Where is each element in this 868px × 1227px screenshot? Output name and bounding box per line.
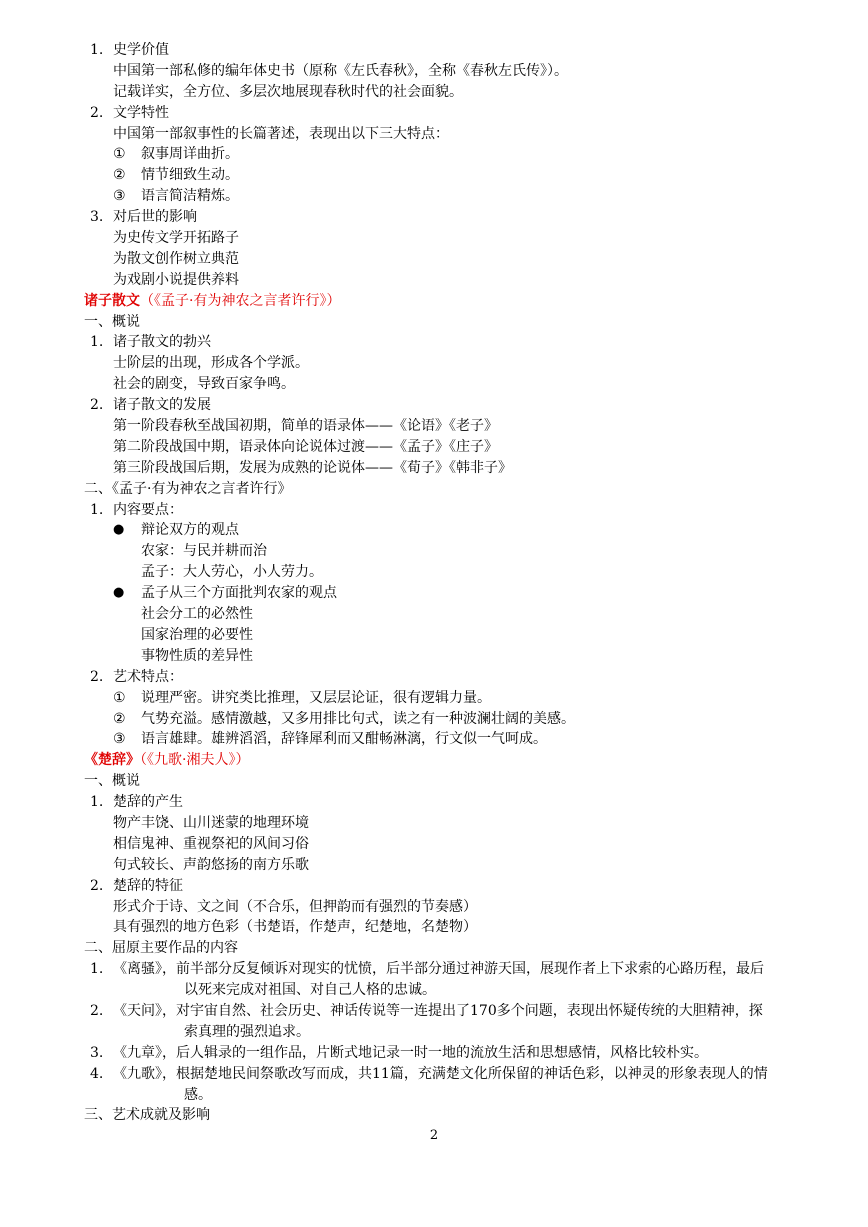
circled-number: ① — [113, 146, 126, 163]
body-text: 士阶层的出现，形成各个学派。 — [113, 355, 309, 372]
text-line — [0, 270, 868, 291]
document-page — [0, 40, 868, 1126]
body-text: 社会的剧变，导致百家争鸣。 — [113, 376, 295, 393]
text-line — [0, 228, 868, 249]
body-text: 以死来完成对祖国、对自己人格的忠诚。 — [184, 982, 436, 999]
body-text: 说理严密。讲究类比推理，又层层论证，很有逻辑力量。 — [141, 689, 491, 706]
body-text: 为史传文学开拓路子 — [113, 230, 239, 247]
subsection-text: 一、概说 — [84, 773, 140, 790]
body-text: 《九章》，后人辑录的一组作品，片断式地记录一时一地的流放生活和思想感情，风格比较朴实。 — [113, 1044, 708, 1061]
body-text: 具有强烈的地方色彩（书楚语，作楚声，纪楚地，名楚物） — [113, 919, 477, 936]
subsection-text: 二、《孟子·有为神农之言者许行》 — [84, 480, 292, 497]
text-line — [0, 124, 868, 145]
text-line — [0, 1022, 868, 1043]
body-text: 国家治理的必要性 — [141, 626, 253, 643]
section-heading — [0, 291, 868, 312]
body-text: 为戏剧小说提供养料 — [113, 271, 239, 288]
body-text: 叙事周详曲折。 — [141, 146, 239, 163]
list-item — [0, 144, 868, 165]
circled-number: ③ — [113, 188, 126, 205]
item-title: 诸子散文的勃兴 — [113, 334, 211, 351]
item-title: 对后世的影响 — [113, 209, 197, 226]
text-line — [0, 562, 868, 583]
text-line — [0, 249, 868, 270]
subsection-title — [0, 1105, 868, 1126]
subsection-title — [0, 771, 868, 792]
subsection-text: 一、概说 — [84, 313, 140, 330]
list-item — [0, 1064, 868, 1085]
bullet-icon: ● — [113, 585, 125, 601]
item-number: 2. — [90, 104, 104, 121]
text-line — [0, 855, 868, 876]
body-text: 记载详实，全方位、多层次地展现春秋时代的社会面貌。 — [113, 83, 463, 100]
item-number: 2. — [90, 877, 104, 894]
heading-title: 《楚辞》 — [84, 752, 140, 769]
list-item — [0, 395, 868, 416]
body-text: 孟子从三个方面批判农家的观点 — [141, 585, 337, 602]
list-item — [0, 40, 868, 61]
item-number: 1. — [90, 42, 104, 58]
body-text: 索真理的强烈追求。 — [184, 1023, 310, 1040]
section-heading — [0, 750, 868, 771]
list-item — [0, 792, 868, 813]
item-number: 3. — [90, 1044, 104, 1061]
body-text: 农家：与民并耕而治 — [141, 543, 267, 560]
text-line — [0, 834, 868, 855]
body-text: 社会分工的必然性 — [141, 606, 253, 623]
text-line — [0, 82, 868, 103]
item-number: 2. — [90, 397, 104, 414]
item-number: 2. — [90, 1002, 104, 1019]
text-line — [0, 458, 868, 479]
body-text: 辩论双方的观点 — [141, 522, 239, 539]
list-item — [0, 959, 868, 980]
body-text: 语言雄肆。雄辨滔滔，辞锋犀利而又酣畅淋漓，行文似一气呵成。 — [141, 731, 547, 748]
subsection-text: 三、艺术成就及影响 — [84, 1107, 210, 1124]
list-item — [0, 709, 868, 730]
item-title: 文学特性 — [113, 104, 169, 121]
body-text: 《九歌》，根据楚地民间祭歌改写而成，共11篇，充满楚文化所保留的神话色彩，以神灵的形象表现人的情 — [113, 1065, 768, 1082]
list-item — [0, 729, 868, 750]
heading-subtitle: （《孟子·有为神农之言者许行》） — [140, 292, 341, 309]
item-title: 内容要点： — [113, 501, 183, 518]
circled-number: ② — [113, 167, 126, 184]
text-line — [0, 353, 868, 374]
body-text: 《离骚》，前半部分反复倾诉对现实的忧愤，后半部分通过神游天国，展现作者上下求索的心路历程，最后 — [113, 961, 764, 978]
text-line — [0, 604, 868, 625]
bullet-item — [0, 583, 868, 604]
list-item — [0, 1001, 868, 1022]
subsection-title — [0, 312, 868, 333]
body-text: 中国第一部叙事性的长篇著述，表现出以下三大特点： — [113, 125, 449, 142]
subsection-title — [0, 479, 868, 500]
body-text: 为散文创作树立典范 — [113, 250, 239, 267]
list-item — [0, 667, 868, 688]
list-item — [0, 332, 868, 353]
list-item — [0, 186, 868, 207]
body-text: 中国第一部私修的编年体史书（原称《左氏春秋》，全称《春秋左氏传》）。 — [113, 62, 568, 79]
item-title: 诸子散文的发展 — [113, 397, 211, 414]
item-number: 1. — [90, 334, 104, 351]
list-item — [0, 207, 868, 228]
text-line — [0, 625, 868, 646]
list-item — [0, 876, 868, 897]
item-title: 艺术特点： — [113, 668, 183, 685]
body-text: 相信鬼神、重视祭祀的风间习俗 — [113, 835, 309, 852]
item-number: 3. — [90, 209, 104, 226]
bullet-icon: ● — [113, 522, 125, 538]
text-line — [0, 61, 868, 82]
item-number: 1. — [90, 501, 104, 518]
item-number: 2. — [90, 668, 104, 685]
list-item — [0, 103, 868, 124]
text-line — [0, 917, 868, 938]
body-text: 事物性质的差异性 — [141, 647, 253, 664]
text-line — [0, 813, 868, 834]
body-text: 第二阶段战国中期，语录体向论说体过渡——《孟子》《庄子》 — [113, 438, 498, 455]
text-line — [0, 897, 868, 918]
text-line — [0, 374, 868, 395]
body-text: 《天问》，对宇宙自然、社会历史、神话传说等一连提出了170多个问题，表现出怀疑传统的大胆精神，探 — [113, 1002, 763, 1019]
body-text: 情节细致生动。 — [141, 167, 239, 184]
circled-number: ① — [113, 689, 126, 706]
list-item — [0, 165, 868, 186]
body-text: 孟子：大人劳心，小人劳力。 — [141, 564, 323, 581]
item-title: 楚辞的特征 — [113, 877, 183, 894]
body-text: 第三阶段战国后期，发展为成熟的论说体——《荀子》《韩非子》 — [113, 459, 512, 476]
bullet-item — [0, 520, 868, 541]
text-line — [0, 437, 868, 458]
body-text: 气势充溢。感情激越，又多用排比句式，读之有一种波澜壮阔的美感。 — [141, 710, 575, 727]
list-item — [0, 1043, 868, 1064]
body-text: 形式介于诗、文之间（不合乐，但押韵而有强烈的节奏感） — [113, 898, 477, 915]
body-text: 物产丰饶、山川迷蒙的地理环境 — [113, 814, 309, 831]
text-line — [0, 1085, 868, 1106]
list-item — [0, 688, 868, 709]
text-line — [0, 980, 868, 1001]
subsection-title — [0, 938, 868, 959]
text-line — [0, 416, 868, 437]
heading-title: 诸子散文 — [84, 292, 140, 309]
list-item — [0, 500, 868, 521]
heading-subtitle: （《九歌·湘夫人》） — [140, 752, 250, 769]
body-text: 第一阶段春秋至战国初期，简单的语录体——《论语》《老子》 — [113, 418, 498, 435]
circled-number: ③ — [113, 731, 126, 748]
item-number: 4. — [90, 1065, 104, 1082]
body-text: 语言简洁精炼。 — [141, 188, 239, 205]
item-title: 楚辞的产生 — [113, 794, 183, 811]
text-line — [0, 646, 868, 667]
page-number: 2 — [429, 1128, 439, 1143]
item-number: 1. — [90, 961, 104, 978]
circled-number: ② — [113, 710, 126, 727]
item-title: 史学价值 — [113, 42, 169, 58]
body-text: 句式较长、声韵悠扬的南方乐歌 — [113, 856, 309, 873]
item-number: 1. — [90, 794, 104, 811]
body-text: 感。 — [184, 1086, 212, 1103]
subsection-text: 二、屈原主要作品的内容 — [84, 940, 238, 957]
text-line — [0, 541, 868, 562]
